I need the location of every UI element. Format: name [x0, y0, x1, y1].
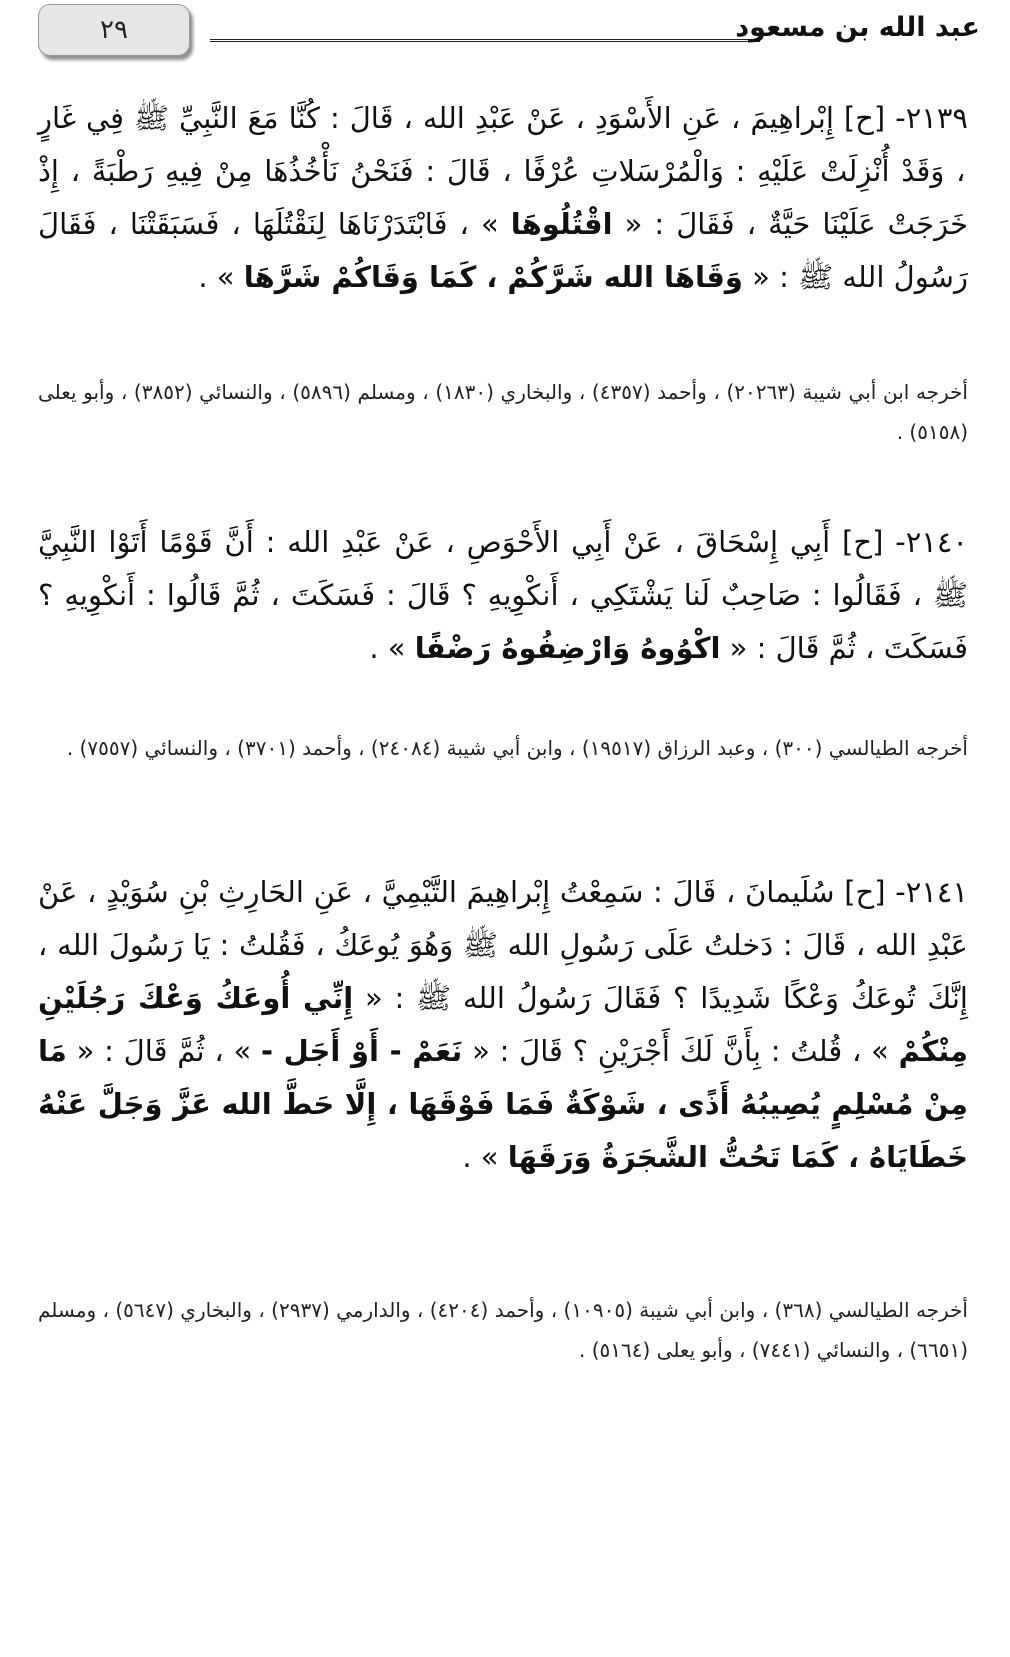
hadith-2139 [38, 92, 968, 304]
hadith-2139-quote-b: وَقَاهَا الله شَرَّكُمْ ، كَمَا وَقَاكُمْ شَرَّهَا [243, 260, 743, 294]
hadith-2139-text-b: » ، فَابْتَدَرْنَاهَا لِنَقْتُلَهَا ، فَسَبَقَتْنَا ، فَقَالَ رَسُولُ الله ﷺ : « [38, 207, 968, 294]
hadith-2140-text-a: ٢١٤٠- [ح] أَبِي إِسْحَاقَ ، عَنْ أَبِي الأَحْوَصِ ، عَنْ عَبْدِ الله : أَنَّ قَوْمًا أَتَوْا النَّبِيَّ ﷺ ، فَقَالُوا : صَاحِبٌ لَنا يَشْتَكِي ، أَنكْوِيهِ ؟ قَالَ : فَسَكَتَ ، ثُمَّ قَالُوا : أَنكْوِيهِ ؟ فَسَكَتَ ، ثُمَّ قَالَ : « [38, 525, 968, 665]
hadith-2140-text-b: » . [369, 631, 415, 665]
hadith-2139-text-a: خَرَجَتْ عَلَيْنَا حَيَّةٌ ، فَقَالَ : « [612, 207, 968, 241]
hadith-2141-quote-b: نَعَمْ - أَوْ أَجَل - [260, 1034, 463, 1068]
running-title: عبد الله بن مسعود [735, 12, 980, 43]
hadith-2141 [38, 866, 968, 1184]
hadith-2139-quote-a: اقْتُلُوهَا [510, 207, 613, 241]
hadith-2141-text-d: » . [462, 1140, 508, 1174]
hadith-2140 [38, 516, 968, 675]
takhrij-2139: أخرجه ابن أبي شيبة (٢٠٢٦٣) ، وأحمد (٤٣٥٧) ، والبخاري (١٨٣٠) ، ومسلم (٥٨٩٦) ، والنسائي (٣٨٥٢) ، وأبو يعلى (٥١٥٨) . [38, 380, 968, 444]
hadith-2141-text-c: » ، ثُمَّ قَالَ : « [66, 1034, 261, 1068]
hadith-2139-line-1: ٢١٣٩- [ح] إِبْراهِيمَ ، عَنِ الأَسْوَدِ ، عَنْ عَبْدِ الله ، قَالَ : كُنَّا مَعَ النَّبِيِّ ﷺ فِي [76, 101, 968, 135]
takhrij-2140: أخرجه الطيالسي (٣٠٠) ، وعبد الرزاق (١٩٥١٧) ، وابن أبي شيبة (٢٤٠٨٤) ، وأحمد (٣٧٠١) ، والنسائي (٧٥٥٧) . [66, 736, 968, 760]
hadith-2141-quote-a: إِنِّي أُوعَكُ وَعْكَ رَجُلَيْنِ مِنْكُمْ [38, 981, 968, 1068]
page-header [30, 4, 980, 62]
hadith-2141-text-b: » ، قُلتُ : بِأَنَّ لَكَ أَجْرَيْنِ ؟ قَالَ : « [462, 1034, 899, 1068]
header-rule [210, 39, 760, 42]
hadith-2141-quote-c: مَا مِنْ مُسْلِمٍ يُصِيبُهُ أَذًى ، شَوْكَةٌ فَمَا فَوْقَهَا ، إِلَّا حَطَّ الله عَزَّ وَجَلَّ عَنْهُ خَطَايَاهُ ، كَمَا تَحُتُّ الشَّجَرَةُ وَرَقَهَا [38, 1034, 968, 1174]
hadith-2141-text-a: ٢١٤١- [ح] سُلَيمانَ ، قَالَ : سَمِعْتُ إِبْراهِيمَ التَّيْمِيَّ ، عَنِ الحَارِثِ بْنِ سُوَيْدٍ ، عَنْ عَبْدِ الله ، قَالَ : دَخلتُ عَلَى رَسُولِ الله ﷺ وَهُوَ يُوعَكُ ، فَقُلتُ : يَا رَسُولَ الله ، إِنَّكَ تُوعَكُ وَعْكًا شَدِيدًا ؟ فَقَالَ رَسُولُ الله ﷺ : « [38, 875, 968, 1015]
hadith-2139-text-c: » . [198, 260, 244, 294]
page-number-tab: ٢٩ [38, 4, 190, 56]
takhrij-2141: أخرجه الطيالسي (٣٦٨) ، وابن أبي شيبة (١٠٩٠٥) ، وأحمد (٤٢٠٤) ، والدارمي (٢٩٣٧) ، والبخاري (٥٦٤٧) ، ومسلم (٦٦٥١) ، والنسائي (٧٤٤١) ، وأبو يعلى (٥١٦٤) . [38, 1298, 968, 1362]
hadith-2140-quote-a: اكْوُوهُ وَارْضِفُوهُ رَضْفًا [414, 631, 721, 665]
hadith-2139-line-2: غَارٍ ، وَقَدْ أُنْزِلَتْ عَلَيْهِ : وَالْمُرْسَلاتِ عُرْفًا ، قَالَ : فَنَحْنُ نَأْخُذُهَا مِنْ فِيهِ رَطْبَةً ، إِذْ [38, 101, 966, 188]
